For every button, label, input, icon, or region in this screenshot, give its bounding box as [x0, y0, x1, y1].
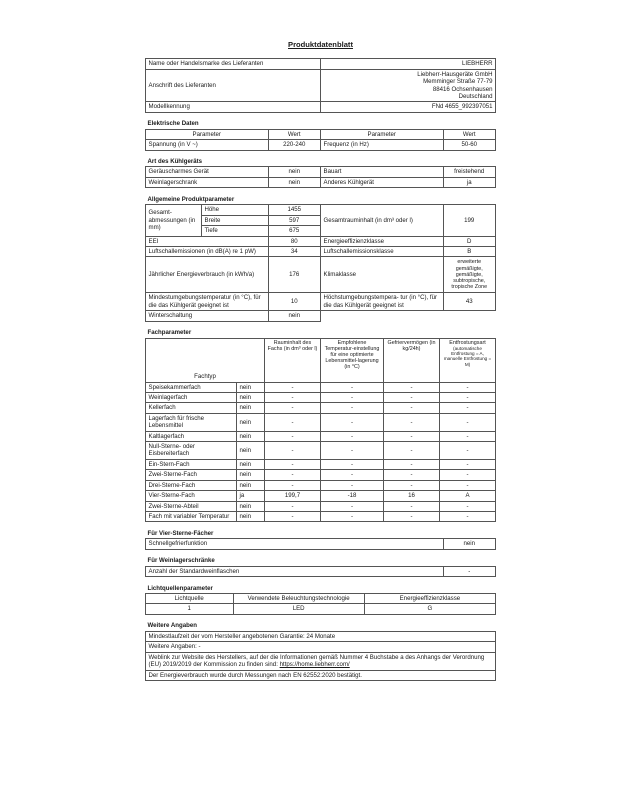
- compartment-defrost: -: [440, 413, 496, 431]
- compartment-temperature: -: [321, 431, 384, 441]
- compartment-defrost: -: [440, 403, 496, 413]
- compartment-row: [146, 442, 496, 460]
- voltage-label: Spannung (in V ~): [146, 140, 269, 150]
- energy-class-label: Energieeffizienzklasse: [321, 236, 444, 246]
- compartment-present: nein: [237, 480, 265, 490]
- compartment-temperature: -: [321, 480, 384, 490]
- section-heading-wine: Für Weinlagerschränke: [146, 556, 496, 566]
- compartment-name: Null-Sterne- oder Eisbereiterfach: [146, 442, 237, 460]
- compartment-row: [146, 382, 496, 392]
- compartment-name: Zwei-Sterne-Abteil: [146, 501, 237, 511]
- compartment-temperature: -: [321, 501, 384, 511]
- weblink-url[interactable]: https://home.liebherr.com/: [279, 661, 350, 669]
- col-header-defrost: [440, 338, 496, 382]
- compartment-temperature: -: [321, 403, 384, 413]
- climate-class-value: erweiterte gemäßigte, gemäßigte, subtropische, tropische Zone: [443, 257, 496, 293]
- energy-class-value: D: [443, 236, 496, 246]
- wine-cabinet-label: Weinlagerschrank: [146, 177, 269, 187]
- supplier-address-value: [321, 69, 496, 102]
- compartment-defrost: -: [440, 470, 496, 480]
- compartment-present: nein: [237, 403, 265, 413]
- other-appliance-label: Anderes Kühlgerät: [321, 177, 444, 187]
- max-temp-label: Höchstumgebungstempera- tur (in °C), für die das Kühlgerät geeignet ist: [321, 293, 444, 311]
- supplier-name-value: LIEBHERR: [321, 59, 496, 69]
- model-label: Modellkennung: [146, 102, 321, 112]
- compartment-volume: -: [265, 442, 321, 460]
- col-header-parameter: Parameter: [146, 129, 269, 139]
- product-data-sheet: [145, 40, 496, 681]
- compartment-row: [146, 470, 496, 480]
- compartment-defrost: -: [440, 480, 496, 490]
- address-line: Deutschland: [458, 92, 493, 100]
- supplier-table: [145, 58, 496, 119]
- compartment-name: Ein-Stern-Fach: [146, 459, 237, 469]
- section-heading-light: Lichtquellenparameter: [146, 583, 496, 593]
- section-heading-compartments: Fachparameter: [146, 328, 496, 338]
- model-value: FNd 4655_992397051: [321, 102, 496, 112]
- defrost-title: Entfrostungsart: [449, 339, 486, 346]
- address-line: Liebherr-Hausgeräte GmbH: [417, 70, 493, 78]
- weblink-text: Weblink zur Website des Herstellers, auf der die Informationen gemäß Nummer 4 Buchstabe a des Anhangs der Verordnung (EU) 2019/2019 der Kommission zu finden sind:: [148, 653, 485, 669]
- dimensions-label: Gesamt-abmessungen (in mm): [146, 205, 202, 236]
- compartment-freezing: -: [384, 431, 440, 441]
- compartment-volume: -: [265, 403, 321, 413]
- compartment-freezing: 16: [384, 491, 440, 501]
- defrost-note: (automatische Entfrostung = A, manuelle Entfrostung = M): [443, 345, 492, 367]
- depth-value: 675: [268, 226, 321, 236]
- compartment-name: Kellerfach: [146, 403, 237, 413]
- compartment-volume: -: [265, 501, 321, 511]
- compartment-present: nein: [237, 431, 265, 441]
- compartment-defrost: -: [440, 392, 496, 402]
- technology-value: LED: [233, 604, 364, 614]
- compartment-defrost: -: [440, 442, 496, 460]
- width-value: 597: [268, 215, 321, 225]
- wine-bottles-value: -: [443, 566, 496, 576]
- compartment-volume: -: [265, 480, 321, 490]
- compartment-volume: -: [265, 512, 321, 522]
- max-temp-value: 43: [443, 293, 496, 311]
- compartment-temperature: -: [321, 512, 384, 522]
- compartment-present: nein: [237, 382, 265, 392]
- compartment-defrost: -: [440, 501, 496, 511]
- compartment-volume: -: [265, 392, 321, 402]
- page-title: Produktdatenblatt: [288, 40, 353, 49]
- compartment-rows: [146, 382, 496, 522]
- light-table: [145, 583, 496, 621]
- compartment-name: Lagerfach für frische Lebensmittel: [146, 413, 237, 431]
- compartment-name: Drei-Sterne-Fach: [146, 480, 237, 490]
- voltage-value: 220-240: [268, 140, 321, 150]
- more-info-text: Weitere Angaben: -: [146, 642, 496, 652]
- general-table: [145, 194, 496, 327]
- compartment-row: [146, 491, 496, 501]
- measurement-text: Der Energieverbrauch wurde durch Messungen nach EN 62552:2020 bestätigt.: [146, 670, 496, 680]
- compartment-name: Weinlagerfach: [146, 392, 237, 402]
- compartment-row: [146, 403, 496, 413]
- compartment-volume: -: [265, 470, 321, 480]
- section-heading-electrical: Elektrische Daten: [146, 119, 496, 129]
- section-heading-further: Weitere Angaben: [146, 621, 496, 631]
- compartment-row: [146, 431, 496, 441]
- compartment-temperature: -18: [321, 491, 384, 501]
- electrical-table: [145, 119, 496, 195]
- annual-energy-value: 176: [268, 257, 321, 293]
- compartment-defrost: -: [440, 459, 496, 469]
- compartment-present: nein: [237, 501, 265, 511]
- col-header-value: Wert: [268, 129, 321, 139]
- compartment-present: nein: [237, 512, 265, 522]
- col-header-temperature: Empfohlene Temperatur-einstellung für eine optimierte Lebensmittel-lagerung (in °C): [321, 338, 384, 382]
- compartment-temperature: -: [321, 459, 384, 469]
- design-value: freistehend: [443, 167, 496, 177]
- compartment-freezing: -: [384, 470, 440, 480]
- warranty-text: Mindestlaufzeit der vom Hersteller angebotenen Garantie: 24 Monate: [146, 631, 496, 641]
- width-label: Breite: [202, 215, 269, 225]
- supplier-name-label: Name oder Handelsmarke des Lieferanten: [146, 59, 321, 69]
- col-header-technology: Verwendete Beleuchtungstechnologie: [233, 594, 364, 604]
- frequency-label: Frequenz (in Hz): [321, 140, 444, 150]
- compartment-temperature: -: [321, 470, 384, 480]
- compartment-present: nein: [237, 470, 265, 480]
- compartment-volume: 199,7: [265, 491, 321, 501]
- compartment-temperature: -: [321, 442, 384, 460]
- compartment-row: [146, 501, 496, 511]
- winter-value: nein: [268, 311, 321, 321]
- compartment-freezing: -: [384, 403, 440, 413]
- col-header-volume: Rauminhalt des Fachs (in dm³ oder l): [265, 338, 321, 382]
- compartment-present: nein: [237, 392, 265, 402]
- compartment-temperature: -: [321, 392, 384, 402]
- compartment-freezing: -: [384, 413, 440, 431]
- compartment-volume: -: [265, 431, 321, 441]
- noise-class-value: B: [443, 246, 496, 256]
- total-volume-value: 199: [443, 205, 496, 236]
- col-header-value: Wert: [443, 129, 496, 139]
- weblink-cell: [146, 652, 496, 670]
- compartment-name: Zwei-Sterne-Fach: [146, 470, 237, 480]
- depth-label: Tiefe: [202, 226, 269, 236]
- annual-energy-label: Jährlicher Energieverbrauch (in kWh/a): [146, 257, 269, 293]
- compartment-name: Fach mit variabler Temperatur: [146, 512, 237, 522]
- noise-value: 34: [268, 246, 321, 256]
- supplier-address-label: Anschrift des Lieferanten: [146, 69, 321, 102]
- further-info-table: [145, 621, 496, 681]
- min-temp-value: 10: [268, 293, 321, 311]
- compartment-name: Kaltlagerfach: [146, 431, 237, 441]
- col-header-light-source: Lichtquelle: [146, 594, 234, 604]
- compartment-freezing: -: [384, 501, 440, 511]
- four-star-table: [145, 528, 496, 583]
- light-source-value: 1: [146, 604, 234, 614]
- frequency-value: 50-60: [443, 140, 496, 150]
- low-noise-label: Geräuscharmes Gerät: [146, 167, 269, 177]
- winter-label: Winterschaltung: [146, 311, 269, 321]
- compartments-table: [145, 328, 496, 529]
- compartment-present: ja: [237, 491, 265, 501]
- compartment-present: nein: [237, 459, 265, 469]
- section-heading-general: Allgemeine Produktparameter: [146, 194, 496, 204]
- section-heading-four-star: Für Vier-Sterne-Fächer: [146, 528, 496, 538]
- compartment-freezing: -: [384, 442, 440, 460]
- compartment-freezing: -: [384, 459, 440, 469]
- address-line: 88416 Ochsenhausen: [432, 85, 493, 93]
- compartment-row: [146, 392, 496, 402]
- compartment-defrost: A: [440, 491, 496, 501]
- compartment-row: [146, 459, 496, 469]
- compartment-freezing: -: [384, 512, 440, 522]
- eei-label: EEI: [146, 236, 269, 246]
- compartment-row: [146, 512, 496, 522]
- compartment-present: nein: [237, 413, 265, 431]
- compartment-freezing: -: [384, 480, 440, 490]
- col-header-freezing: Gefriervermögen (in kg/24h): [384, 338, 440, 382]
- light-class-value: G: [364, 604, 495, 614]
- col-header-parameter: Parameter: [321, 129, 444, 139]
- col-header-compartment-type: Fachtyp: [146, 338, 265, 382]
- compartment-name: Speisekammerfach: [146, 382, 237, 392]
- compartment-defrost: -: [440, 431, 496, 441]
- height-value: 1455: [268, 205, 321, 215]
- compartment-temperature: -: [321, 413, 384, 431]
- other-appliance-value: ja: [443, 177, 496, 187]
- min-temp-label: Mindestumgebungstemperatur (in °C), für die das Kühlgerät geeignet ist: [146, 293, 269, 311]
- quick-freeze-value: nein: [443, 539, 496, 549]
- compartment-defrost: -: [440, 512, 496, 522]
- compartment-row: [146, 480, 496, 490]
- noise-class-label: Luftschallemissionsklasse: [321, 246, 444, 256]
- climate-class-label: Klimaklasse: [321, 257, 444, 293]
- compartment-defrost: -: [440, 382, 496, 392]
- compartment-temperature: -: [321, 382, 384, 392]
- section-heading-type: Art des Kühlgeräts: [146, 157, 496, 167]
- noise-label: Luftschallemissionen (in dB(A) re 1 pW): [146, 246, 269, 256]
- compartment-name: Vier-Sterne-Fach: [146, 491, 237, 501]
- wine-bottles-label: Anzahl der Standardweinflaschen: [146, 566, 444, 576]
- wine-cabinet-value: nein: [268, 177, 321, 187]
- total-volume-label: Gesamtrauminhalt (in dm³ oder l): [321, 205, 444, 236]
- address-line: Memminger Straße 77-79: [423, 78, 493, 86]
- compartment-volume: -: [265, 382, 321, 392]
- height-label: Höhe: [202, 205, 269, 215]
- compartment-freezing: -: [384, 392, 440, 402]
- eei-value: 80: [268, 236, 321, 246]
- compartment-volume: -: [265, 413, 321, 431]
- compartment-row: [146, 413, 496, 431]
- compartment-volume: -: [265, 459, 321, 469]
- low-noise-value: nein: [268, 167, 321, 177]
- compartment-freezing: -: [384, 382, 440, 392]
- empty-cell: [321, 311, 496, 321]
- design-label: Bauart: [321, 167, 444, 177]
- quick-freeze-label: Schnellgefrierfunktion: [146, 539, 444, 549]
- compartment-present: nein: [237, 442, 265, 460]
- col-header-light-class: Energieeffizienzklasse: [364, 594, 495, 604]
